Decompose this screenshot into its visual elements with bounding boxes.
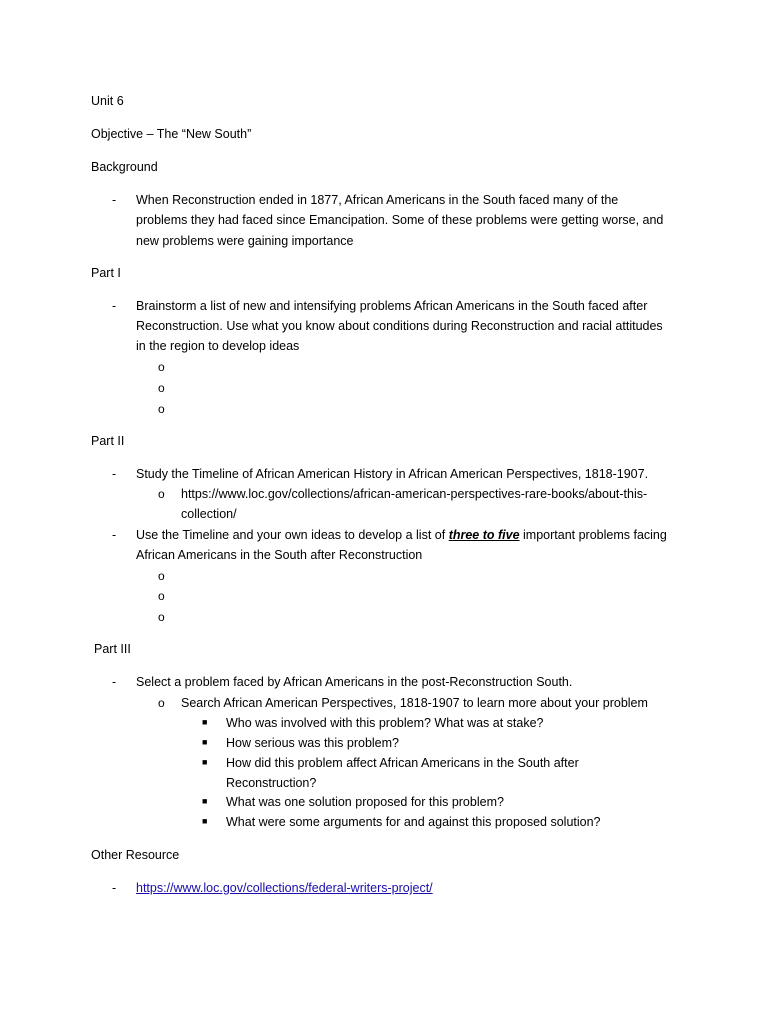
part1-line-3: in the region to develop ideas xyxy=(136,339,300,353)
circle-bullet: o xyxy=(158,402,165,416)
square-bullet: ■ xyxy=(202,816,208,826)
dash-bullet: - xyxy=(112,193,117,207)
part3-heading: Part III xyxy=(94,642,131,656)
square-bullet: ■ xyxy=(202,737,208,747)
circle-bullet: o xyxy=(158,381,165,395)
unit-heading: Unit 6 xyxy=(91,94,124,108)
background-heading: Background xyxy=(91,160,158,174)
question-3-line-2: Reconstruction? xyxy=(226,776,317,790)
objective-heading: Objective – The “New South” xyxy=(91,127,252,141)
part2-use-line-1: Use the Timeline and your own ideas to develop a list of three to five important problems facing xyxy=(136,528,667,542)
part2-heading: Part II xyxy=(91,434,125,448)
federal-writers-project-link[interactable]: https://www.loc.gov/collections/federal-writers-project/ xyxy=(136,881,433,895)
circle-bullet: o xyxy=(158,696,165,710)
part3-select-line: Select a problem faced by African Americans in the post-Reconstruction South. xyxy=(136,675,573,689)
part2-study-line: Study the Timeline of African American History in African American Perspectives, 1818-1907. xyxy=(136,467,649,481)
part1-line-2: Reconstruction. Use what you know about conditions during Reconstruction and racial attitudes xyxy=(136,319,663,333)
background-line-1: When Reconstruction ended in 1877, African Americans in the South faced many of the xyxy=(136,193,619,207)
square-bullet: ■ xyxy=(202,717,208,727)
dash-bullet: - xyxy=(112,675,117,689)
question-5: What were some arguments for and against this proposed solution? xyxy=(226,815,601,829)
question-4: What was one solution proposed for this problem? xyxy=(226,795,504,809)
circle-bullet: o xyxy=(158,589,165,603)
circle-bullet: o xyxy=(158,569,165,583)
part2-use-line-2: African Americans in the South after Reconstruction xyxy=(136,548,423,562)
square-bullet: ■ xyxy=(202,796,208,806)
part1-heading: Part I xyxy=(91,266,121,280)
part3-search-line: Search African American Perspectives, 1818-1907 to learn more about your problem xyxy=(181,696,648,710)
circle-bullet: o xyxy=(158,360,165,374)
question-1: Who was involved with this problem? What was at stake? xyxy=(226,716,544,730)
part2-url-line-1: https://www.loc.gov/collections/african-american-perspectives-rare-books/about-this- xyxy=(181,487,648,501)
part1-line-1: Brainstorm a list of new and intensifying problems African Americans in the South faced after xyxy=(136,299,648,313)
dash-bullet: - xyxy=(112,528,117,542)
dash-bullet: - xyxy=(112,467,117,481)
dash-bullet: - xyxy=(112,299,117,313)
circle-bullet: o xyxy=(158,610,165,624)
square-bullet: ■ xyxy=(202,757,208,767)
emphasis-three-to-five: three to five xyxy=(448,528,520,542)
circle-bullet: o xyxy=(158,487,165,501)
part2-url-line-2: collection/ xyxy=(181,507,237,521)
question-3-line-1: How did this problem affect African Americans in the South after xyxy=(226,756,579,770)
other-resource-heading: Other Resource xyxy=(91,848,180,862)
background-line-2: problems they had faced since Emancipation. Some of these problems were getting worse, and xyxy=(136,213,664,227)
dash-bullet: - xyxy=(112,881,117,895)
background-line-3: new problems were gaining importance xyxy=(136,234,354,248)
question-2: How serious was this problem? xyxy=(226,736,399,750)
